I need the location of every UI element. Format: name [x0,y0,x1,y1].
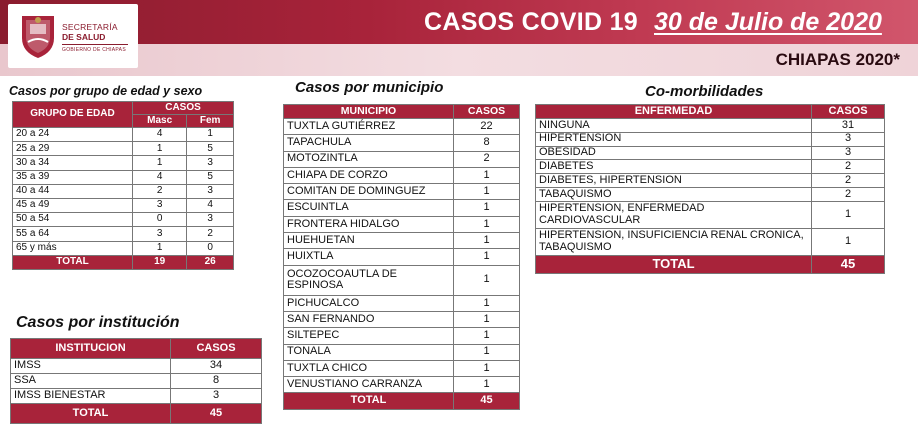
region-label: CHIAPAS 2020* [775,50,900,69]
total-row [11,404,262,424]
masc-count: 3 [133,198,187,212]
fem-count: 1 [187,128,234,142]
case-count: 1 [454,200,520,216]
municipio-name: PICHUCALCO [284,295,454,311]
col-municipio: MUNICIPIO [284,105,454,119]
table-row [13,198,234,212]
case-count: 1 [454,184,520,200]
case-count: 1 [454,167,520,183]
municipio-name: HUEHUETAN [284,233,454,249]
disease-name: HIPERTENSION, INSUFICIENCIA RENAL CRONICA, TABAQUISMO [536,228,812,255]
table-row [13,142,234,156]
institution-name: IMSS [11,359,171,374]
table-row [284,328,520,344]
table-row [13,213,234,227]
age-group: 50 a 54 [13,213,133,227]
table-row [284,233,520,249]
case-count: 34 [171,359,262,374]
municipio-name: TAPACHULA [284,135,454,151]
total-count: 45 [171,404,262,424]
table-row [284,265,520,295]
masc-count: 1 [133,241,187,255]
disease-name: OBESIDAD [536,146,812,160]
table-row [13,241,234,255]
case-count: 2 [812,174,885,188]
municipio-name: TUXTLA CHICO [284,360,454,376]
total-count: 45 [454,393,520,409]
disease-name: NINGUNA [536,119,812,133]
table-row [536,228,885,255]
col-institucion: INSTITUCION [11,339,171,359]
table-row [11,374,262,389]
municipio-name: COMITAN DE DOMINGUEZ [284,184,454,200]
fem-count: 5 [187,170,234,184]
total-row [284,393,520,409]
table-row [284,344,520,360]
logo-divider [62,44,128,45]
total-label: TOTAL [284,393,454,409]
total-label: TOTAL [11,404,171,424]
masc-count: 1 [133,156,187,170]
age-group: 55 a 64 [13,227,133,241]
case-count: 1 [454,265,520,295]
municipio-name: SILTEPEC [284,328,454,344]
logo-text-gobierno: GOBIERNO DE CHIAPAS [62,47,126,53]
table-row [536,132,885,146]
disease-name: DIABETES [536,160,812,174]
municipio-name: TONALA [284,344,454,360]
table-row [284,200,520,216]
col-enfermedad: ENFERMEDAD [536,105,812,119]
masc-count: 4 [133,128,187,142]
municipio-name: VENUSTIANO CARRANZA [284,377,454,393]
col-cases: CASOS [812,105,885,119]
state-seal-icon [18,12,58,60]
table-row [536,187,885,201]
total-label: TOTAL [536,255,812,273]
table-row [284,249,520,265]
table-row [284,377,520,393]
institution-table [10,338,262,424]
case-count: 3 [812,132,885,146]
disease-name: HIPERTENSION, ENFERMEDAD CARDIOVASCULAR [536,201,812,228]
col-fem: Fem [187,115,234,128]
fem-count: 5 [187,142,234,156]
municipio-name: HUIXTLA [284,249,454,265]
masc-count: 0 [133,213,187,227]
logo [8,4,138,68]
col-cases: CASOS [454,105,520,119]
age-sex-table [12,101,234,270]
age-group: 30 a 34 [13,156,133,170]
comorbidity-heading: Co-morbilidades [645,83,764,100]
col-cases: CASOS [171,339,262,359]
case-count: 31 [812,119,885,133]
case-count: 1 [454,328,520,344]
case-count: 3 [171,389,262,404]
page-title: CASOS COVID 19 [424,8,638,36]
table-row [284,184,520,200]
table-row [13,170,234,184]
table-row [13,227,234,241]
case-count: 8 [171,374,262,389]
masc-count: 4 [133,170,187,184]
masc-count: 2 [133,184,187,198]
fem-count: 2 [187,227,234,241]
table-row [536,174,885,188]
age-group: 40 a 44 [13,184,133,198]
case-count: 22 [454,119,520,135]
table-row [536,201,885,228]
table-row [284,135,520,151]
table-row [11,359,262,374]
table-row [284,151,520,167]
municipio-name: MOTOZINTLA [284,151,454,167]
comorbidity-table [535,104,885,274]
masc-count: 1 [133,142,187,156]
fem-count: 3 [187,156,234,170]
col-age-group: GRUPO DE EDAD [13,102,133,128]
table-row [13,128,234,142]
total-masc: 19 [133,255,187,269]
municipio-name: TUXTLA GUTIÉRREZ [284,119,454,135]
total-fem: 26 [187,255,234,269]
municipio-name: SAN FERNANDO [284,311,454,327]
case-count: 1 [454,377,520,393]
table-row [284,295,520,311]
table-row [284,311,520,327]
logo-text-salud: DE SALUD [62,32,106,42]
age-group: 25 a 29 [13,142,133,156]
total-count: 45 [812,255,885,273]
municipio-heading: Casos por municipio [295,79,444,96]
case-count: 1 [454,249,520,265]
fem-count: 3 [187,184,234,198]
disease-name: DIABETES, HIPERTENSION [536,174,812,188]
municipio-table [283,104,520,410]
age-group: 35 a 39 [13,170,133,184]
table-row [13,156,234,170]
age-group: 65 y más [13,241,133,255]
case-count: 1 [812,201,885,228]
institution-name: SSA [11,374,171,389]
total-label: TOTAL [13,255,133,269]
case-count: 1 [454,360,520,376]
age-group: 45 a 49 [13,198,133,212]
fem-count: 3 [187,213,234,227]
header [0,0,918,76]
table-row [536,119,885,133]
case-count: 2 [812,187,885,201]
masc-count: 3 [133,227,187,241]
disease-name: HIPERTENSION [536,132,812,146]
logo-text-secretaria: SECRETARÍA [62,22,118,32]
table-row [284,216,520,232]
case-count: 2 [812,160,885,174]
table-row [536,146,885,160]
report-date: 30 de Julio de 2020 [654,8,882,36]
case-count: 1 [454,233,520,249]
total-row [13,255,234,269]
table-row [536,160,885,174]
table-row [13,184,234,198]
table-row [284,119,520,135]
institution-name: IMSS BIENESTAR [11,389,171,404]
disease-name: TABAQUISMO [536,187,812,201]
table-row [11,389,262,404]
case-count: 8 [454,135,520,151]
municipio-name: OCOZOCOAUTLA DE ESPINOSA [284,265,454,295]
fem-count: 0 [187,241,234,255]
case-count: 1 [812,228,885,255]
municipio-name: ESCUINTLA [284,200,454,216]
age-group: 20 a 24 [13,128,133,142]
fem-count: 4 [187,198,234,212]
case-count: 1 [454,344,520,360]
case-count: 2 [454,151,520,167]
institution-heading: Casos por institución [16,314,180,331]
table-row [284,167,520,183]
municipio-name: CHIAPA DE CORZO [284,167,454,183]
municipio-name: FRONTERA HIDALGO [284,216,454,232]
age-sex-heading: Casos por grupo de edad y sexo [9,84,203,98]
case-count: 3 [812,146,885,160]
case-count: 1 [454,295,520,311]
col-masc: Masc [133,115,187,128]
table-row [284,360,520,376]
case-count: 1 [454,311,520,327]
total-row [536,255,885,273]
case-count: 1 [454,216,520,232]
col-cases: CASOS [133,102,234,115]
